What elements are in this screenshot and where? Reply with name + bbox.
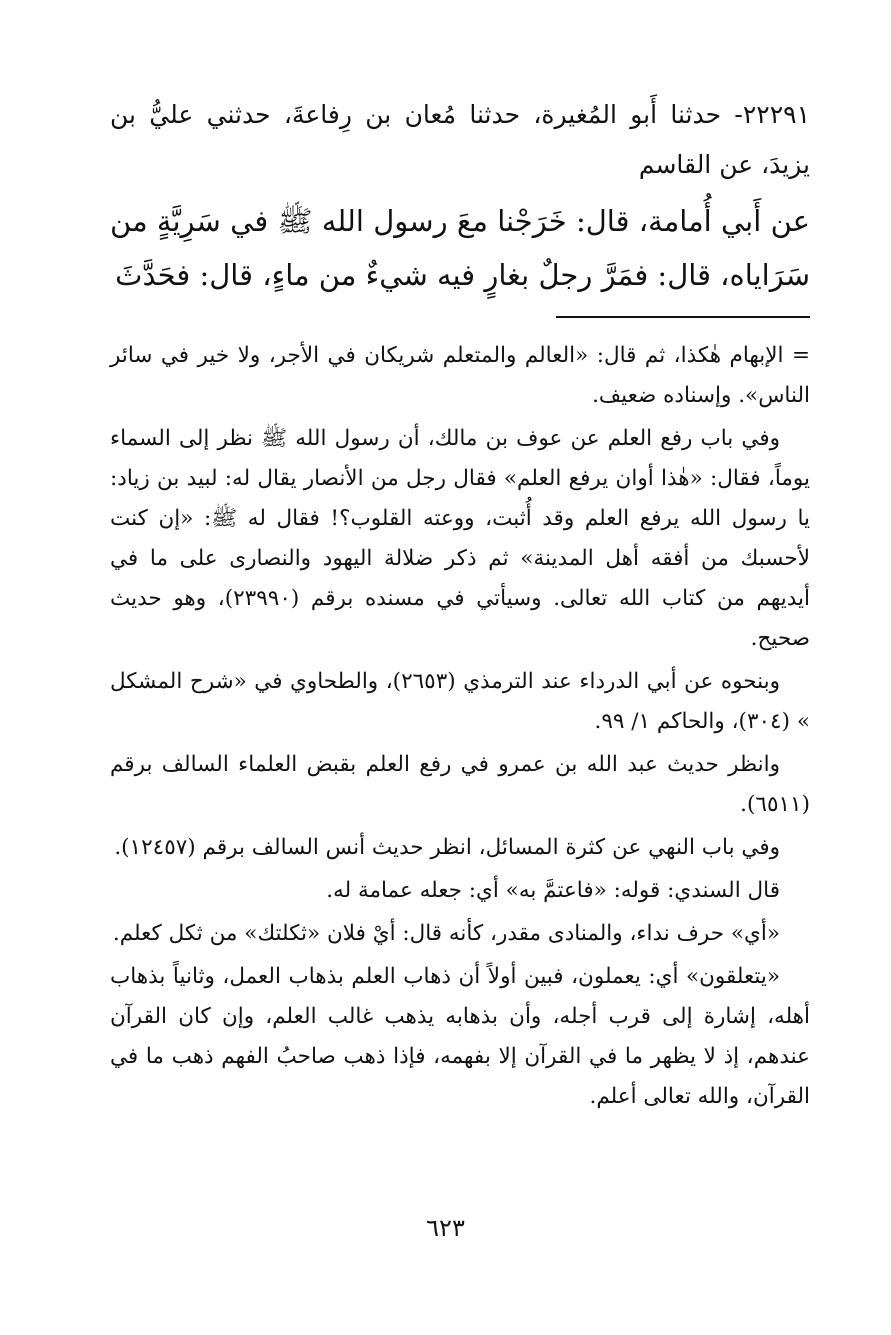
footnote-paragraph: «يتعلقون» أي: يعملون، فبين أولاً أن ذهاب العلم بذهاب العمل، وثانياً بذهاب أهله، إشارة إلى قرب أجله، وأن بذهابه يذهب غالب العلم، وإن كان القرآن عندهم، إذ لا يظهر ما في القرآن إلا بفهمه، فإذا ذهب صاحبُ الفهم ذهب ما في القرآن، والله تعالى أعلم. [110,964,810,1109]
page-body [110,90,810,1117]
hadith-matn: عن أَبي أُمامة، قال: خَرَجْنا معَ رسول الله ﷺ في سَرِيَّةٍ من سَرَاياه، قال: فمَرَّ رجلٌ بغارٍ فيه شيءٌ من ماءٍ، قال: فحَدَّثَ [110,204,810,292]
footnote-paragraph: وبنحوه عن أبي الدرداء عند الترمذي (٢٦٥٣)، والطحاوي في «شرح المشكل » (٣٠٤)، والحاكم ١/ ٩٩. [110,669,810,734]
hadith-isnad: ٢٢٢٩١- حدثنا أَبو المُغيرة، حدثنا مُعان بن رِفاعةَ، حدثني عليُّ بن يزيدَ، عن القاسم [110,100,810,179]
page-number: ٦٢٣ [426,1214,465,1242]
footnote-paragraph: قال السندي: قوله: «فاعتمَّ به» أي: جعله عمامة له. [326,878,780,903]
footnote-paragraph: وفي باب رفع العلم عن عوف بن مالك، أن رسول الله ﷺ نظر إلى السماء يوماً، فقال: «هٰذا أوان يرفع العلم» فقال رجل من الأنصار يقال له: لبيد بن زياد: يا رسول الله يرفع العلم وقد أُثبت، ووعته القلوب؟! فقال له ﷺ: «إن كنت لأحسبك من أفقه أهل المدينة» ثم ذكر ضلالة اليهود والنصارى على ما في أيديهم من كتاب الله تعالى. وسيأتي في مسنده برقم (٢٣٩٩٠)، وهو حديث صحيح. [110,426,810,651]
footnote-continuation: = الإبهام هٰكذا، ثم قال: «العالم والمتعلم شريكان في الأجر، ولا خير في سائر الناس». وإسناده ضعيف. [110,343,810,408]
footnote-paragraph: وانظر حديث عبد الله بن عمرو في رفع العلم بقبض العلماء السالف برقم (٦٥١١). [110,752,810,817]
footnote-separator [556,316,810,318]
footnote-paragraph: وفي باب النهي عن كثرة المسائل، انظر حديث أنس السالف برقم (١٢٤٥٧). [114,835,780,860]
footnote-paragraph: «أي» حرف نداء، والمنادى مقدر، كأنه قال: أيْ فلان «ثكلتك» من ثكل كعلم. [112,921,780,946]
